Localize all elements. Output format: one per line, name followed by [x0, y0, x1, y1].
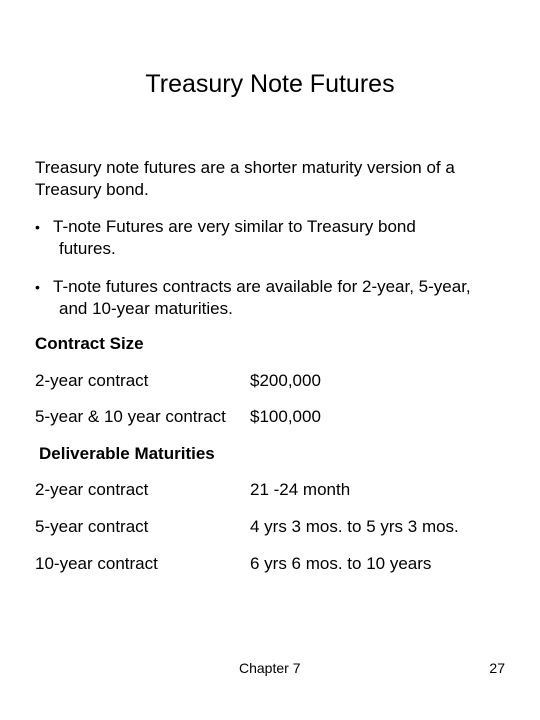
bullet-line-1: T-note futures contracts are available for 2-year, 5-year, — [53, 277, 471, 296]
bullet-line-2: futures. — [59, 239, 116, 258]
intro-line-2: Treasury bond. — [35, 180, 149, 199]
contract-value: $200,000 — [250, 371, 321, 390]
contract-label: 2-year contract — [35, 371, 149, 390]
contract-value: $100,000 — [250, 407, 321, 426]
bullet-marker: • — [35, 219, 40, 235]
contract-label: 5-year & 10 year contract — [35, 407, 226, 426]
bullet-item-1 — [35, 216, 505, 260]
bullet-line-2: and 10-year maturities. — [59, 299, 233, 318]
contract-size-heading: Contract Size — [35, 334, 144, 353]
slide-title: Treasury Note Futures — [145, 70, 395, 98]
intro-line-1: Treasury note futures are a shorter maturity version of a — [35, 158, 455, 177]
maturity-label: 2-year contract — [35, 480, 149, 499]
maturity-label: 5-year contract — [35, 517, 149, 536]
footer-chapter: Chapter 7 — [239, 660, 301, 676]
maturity-value: 6 yrs 6 mos. to 10 years — [250, 554, 432, 573]
bullet-line-1: T-note Futures are very similar to Treasury bond — [53, 217, 416, 236]
deliverable-maturities-heading: Deliverable Maturities — [39, 444, 215, 463]
maturity-label: 10-year contract — [35, 554, 158, 573]
page-number: 27 — [489, 660, 505, 676]
bullet-item-2 — [35, 276, 505, 320]
bullet-text — [53, 276, 505, 320]
bullet-marker: • — [35, 279, 40, 295]
bullet-text — [53, 216, 505, 260]
maturity-value: 4 yrs 3 mos. to 5 yrs 3 mos. — [250, 517, 459, 536]
intro-paragraph — [35, 157, 505, 201]
maturity-value: 21 -24 month — [250, 480, 351, 499]
